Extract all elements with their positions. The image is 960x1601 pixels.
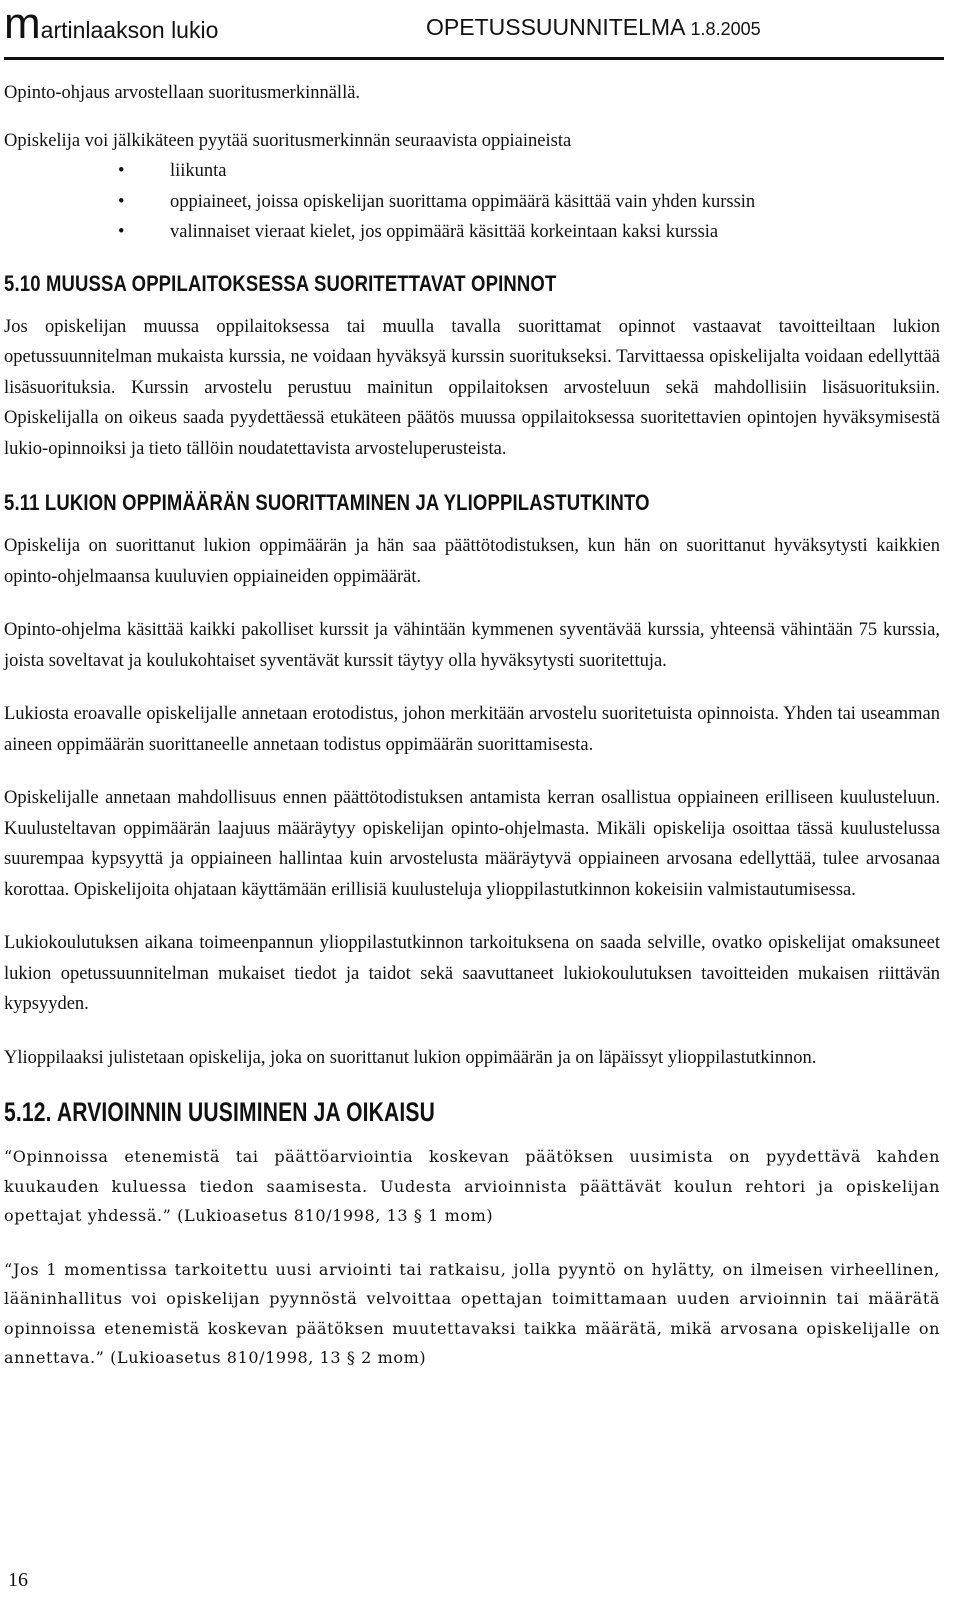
section-paragraph: Lukiosta eroavalle opiskelijalle annetaan erotodistus, johon merkitään arvostelu suoritetuista opinnoista. Yhden tai useamman aineen oppimäärän suorittaneelle annetaan todistus oppimäärän suorittamisesta. bbox=[4, 704, 940, 755]
document-title bbox=[426, 16, 761, 39]
section-paragraph: Opinto-ohjelma käsittää kaikki pakolliset kurssit ja vähintään kymmenen syventävää kurssia, yhteensä vähintään 75 kurssia, joista soveltavat ja koulukohtaiset syventävät kurssit täytyy olla hyväksytysti suoritettuja. bbox=[4, 620, 940, 671]
bullet-icon: • bbox=[118, 161, 125, 181]
section-heading-5-12: 5.12. ARVIOINNIN UUSIMINEN JA OIKAISU bbox=[4, 1097, 435, 1127]
page-content bbox=[4, 78, 940, 1397]
school-logo bbox=[4, 2, 218, 46]
section-paragraph: Opiskelijalle annetaan mahdollisuus ennen päättötodistuksen antamista kerran osallistua oppiaineen erilliseen kuulusteluun. Kuulusteltavan oppimäärän laajuus määräytyy opiskelijan opinto-ohjelmasta. Mikäli opiskelija osoittaa tässä kuulustelussa suurempaa kypsyyttä ja oppiaineen hallintaa kuin arvostelusta määräytyvä oppiaineen arvosana edellyttää, tulee arvosanaa korottaa. Opiskelijoita ohjataan käyttämään erillisiä kuulusteluja ylioppilastutkinnon kokeisiin valmistautumisessa. bbox=[4, 788, 940, 900]
section-paragraph: Opiskelija on suorittanut lukion oppimäärän ja hän saa päättötodistuksen, kun hän on suorittanut hyväksytysti kaikkien opinto-ohjelmaansa kuuluvien oppiaineiden oppimäärät. bbox=[4, 536, 940, 587]
logo-initial: m bbox=[4, 0, 41, 48]
list-item bbox=[4, 156, 940, 187]
bullet-icon: • bbox=[118, 191, 125, 212]
list-item-text: oppiaineet, joissa opiskelijan suorittama oppimäärä käsittää vain yhden kurssin bbox=[170, 191, 756, 212]
law-quote: “Opinnoissa etenemistä tai päättöarviointia koskevan päätöksen uusimista on pyydettävä kahden kuukauden kuluessa tiedon saamisesta. Uudesta arvioinnista päättävät koulun rehtori ja opiskelijan opettajat yhdessä.” (Lukioasetus 810/1998, 13 § 1 mom) bbox=[4, 1147, 940, 1225]
page-number: 16 bbox=[8, 1569, 28, 1591]
section-heading-5-10: 5.10 MUUSSA OPPILAITOKSESSA SUORITETTAVAT OPINNOT bbox=[4, 270, 557, 296]
subject-list bbox=[4, 156, 940, 248]
list-item-text: liikunta bbox=[170, 161, 227, 181]
section-paragraph: Ylioppilaaksi julistetaan opiskelija, joka on suorittanut lukion oppimäärän ja on läpäissyt ylioppilastutkinnon. bbox=[4, 1047, 817, 1068]
list-item bbox=[4, 217, 940, 248]
document-date: 1.8.2005 bbox=[690, 19, 761, 39]
list-item-text: valinnaiset vieraat kielet, jos oppimäärä käsittää korkeintaan kaksi kurssia bbox=[170, 222, 719, 242]
list-item bbox=[4, 187, 940, 218]
section-paragraph: Lukiokoulutuksen aikana toimeenpannun ylioppilastutkinnon tarkoituksena on saada selville, ovatko opiskelijat omaksuneet lukion opetussuunnitelman mukaiset tiedot ja taidot sekä saavuttaneet lukiokoulutuksen tavoitteiden mukaisen riittävän kypsyyden. bbox=[4, 933, 940, 1014]
header-divider bbox=[4, 57, 944, 60]
law-quote: “Jos 1 momentissa tarkoitettu uusi arviointi tai ratkaisu, jolla pyyntö on hylätty, on ilmeisen virheellinen, lääninhallitus voi opiskelijan pyynnöstä velvoittaa opettajan toimittamaan uuden arvioinnin tai määrätä opinnoissa etenemistä koskevan päätöksen muutettavaksi taikka määrätä, mikä arvosana opiskelijalle on annettava.” (Lukioasetus 810/1998, 13 § 2 mom) bbox=[4, 1259, 940, 1367]
list-intro: Opiskelija voi jälkikäteen pyytää suoritusmerkinnän seuraavista oppiaineista bbox=[4, 130, 572, 151]
document-title-text: OPETUSSUUNNITELMA bbox=[426, 14, 685, 40]
section-paragraph: Jos opiskelijan muussa oppilaitoksessa tai muulla tavalla suorittamat opinnot vastaavat tavoitteiltaan lukion opetussuunnitelman mukaista kurssia, ne voidaan hyväksyä kurssin suoritukseksi. Tarvittaessa opiskelijalta voidaan edellyttää lisäsuorituksia. Kurssin arvostelu perustuu mainitun oppilaitoksen arvosteluun sekä mahdollisiin lisäsuorituksiin. Opiskelijalla on oikeus saada pyydettäessä etukäteen päätös muussa oppilaitoksessa suoritettavien opintojen hyväksymisestä lukio-opinnoiksi ja tieto tällöin noudatettavista arvosteluperusteista. bbox=[4, 316, 940, 459]
bullet-icon: • bbox=[118, 222, 125, 242]
section-heading-5-11: 5.11 LUKION OPPIMÄÄRÄN SUORITTAMINEN JA YLIOPPILASTUTKINTO bbox=[4, 490, 650, 515]
logo-text: artinlaakson lukio bbox=[40, 17, 219, 43]
intro-paragraph: Opinto-ohjaus arvostellaan suoritusmerkinnällä. bbox=[4, 83, 361, 103]
page-header bbox=[4, 0, 944, 50]
